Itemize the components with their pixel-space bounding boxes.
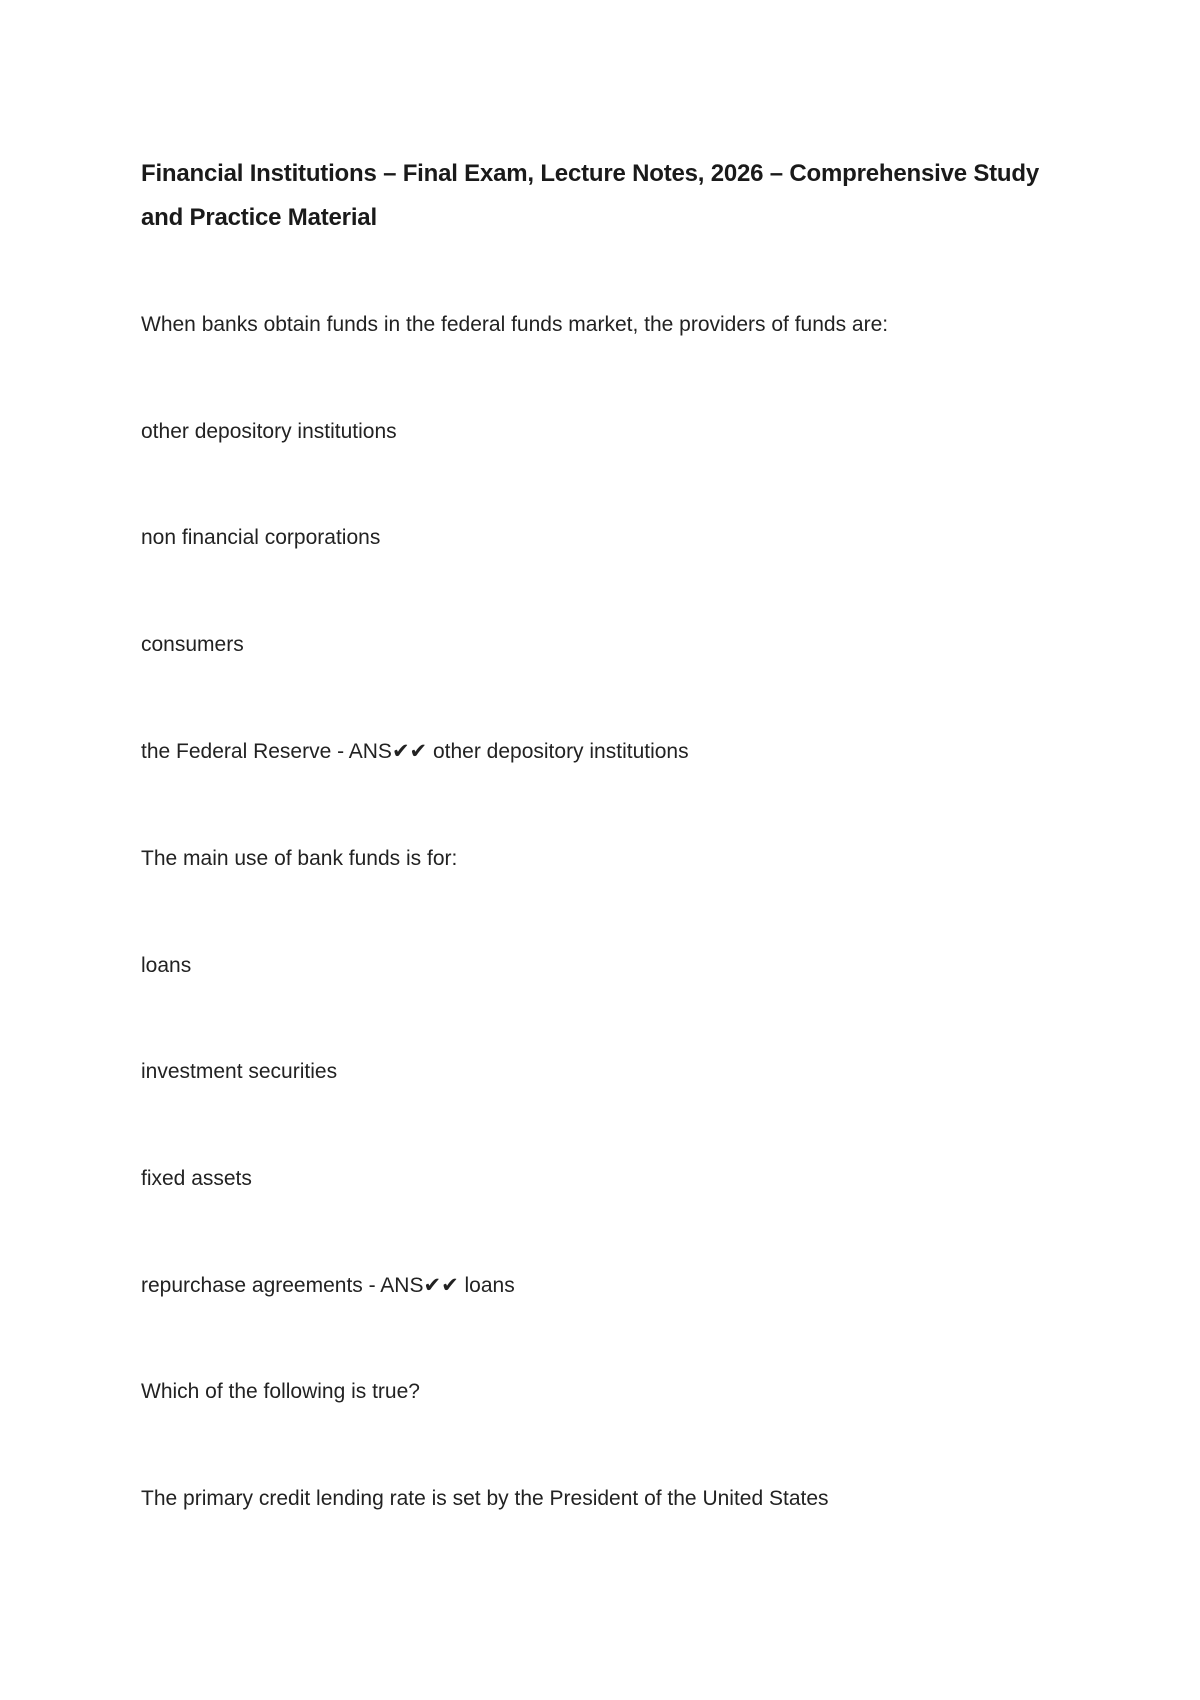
question-1-text: When banks obtain funds in the federal funds market, the providers of funds are: [141,313,889,336]
question-1-option-4-answer: the Federal Reserve - ANS✔✔ other depository institutions [141,740,689,763]
question-2-option-3: fixed assets [141,1167,252,1190]
question-2-option-2: investment securities [141,1060,338,1083]
document-title: Financial Institutions – Final Exam, Lecture Notes, 2026 – Comprehensive Study and Practice Material [141,160,1039,231]
question-1-option-2: non financial corporations [141,526,381,549]
question-1-option-3: consumers [141,633,244,656]
question-3-text: Which of the following is true? [141,1380,420,1403]
question-3-option-1: The primary credit lending rate is set by the President of the United States [141,1487,829,1510]
question-1-option-1: other depository institutions [141,420,397,443]
question-2-option-4-answer: repurchase agreements - ANS✔✔ loans [141,1274,515,1297]
question-2-text: The main use of bank funds is for: [141,847,458,870]
question-2-option-1: loans [141,954,192,977]
